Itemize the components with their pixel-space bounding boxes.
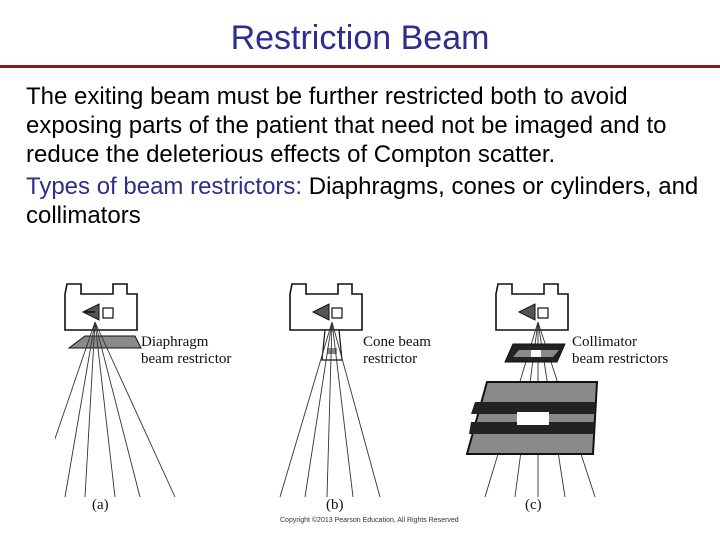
panel-label-b: (b) <box>326 497 344 513</box>
panel-c-diagram <box>467 284 597 497</box>
panel-label-a: (a) <box>92 497 109 513</box>
slide-title: Restriction Beam <box>230 19 490 57</box>
diaphragm-caption: Diaphragm beam restrictor <box>141 334 232 367</box>
panel-a-diagram <box>55 284 175 497</box>
restrictor-types-lead: Types of beam restrictors: <box>26 173 303 200</box>
panel-b-diagram <box>280 284 380 497</box>
restrictor-types-list: Diaphragms, cones or cylinders, and collimators <box>26 173 699 229</box>
lower-collimator-c <box>467 382 597 454</box>
paragraph-restrictor-types <box>26 172 706 230</box>
diaphragm-plate-a <box>69 336 141 348</box>
body-text <box>26 82 706 233</box>
title-divider <box>0 65 720 68</box>
filament-c <box>538 308 548 318</box>
cone-caption: Cone beam restrictor <box>363 334 431 367</box>
filament-b <box>332 308 342 318</box>
tube-housing-a <box>65 284 137 330</box>
paragraph-exiting-beam: The exiting beam must be further restricted both to avoid exposing parts of the patient that need not be imaged and to reduce the deleterious effects of Compton scatter. <box>26 83 667 168</box>
filament-a <box>103 308 113 318</box>
beam-restrictor-diagram <box>55 282 695 527</box>
panel-label-c: (c) <box>525 497 542 513</box>
beam-restrictor-figure <box>55 282 695 527</box>
copyright-notice: Copyright ©2013 Pearson Education, All Rights Reserved <box>280 517 459 524</box>
collimator-caption: Collimator beam restrictors <box>572 334 669 367</box>
upper-collimator-c <box>505 344 565 362</box>
